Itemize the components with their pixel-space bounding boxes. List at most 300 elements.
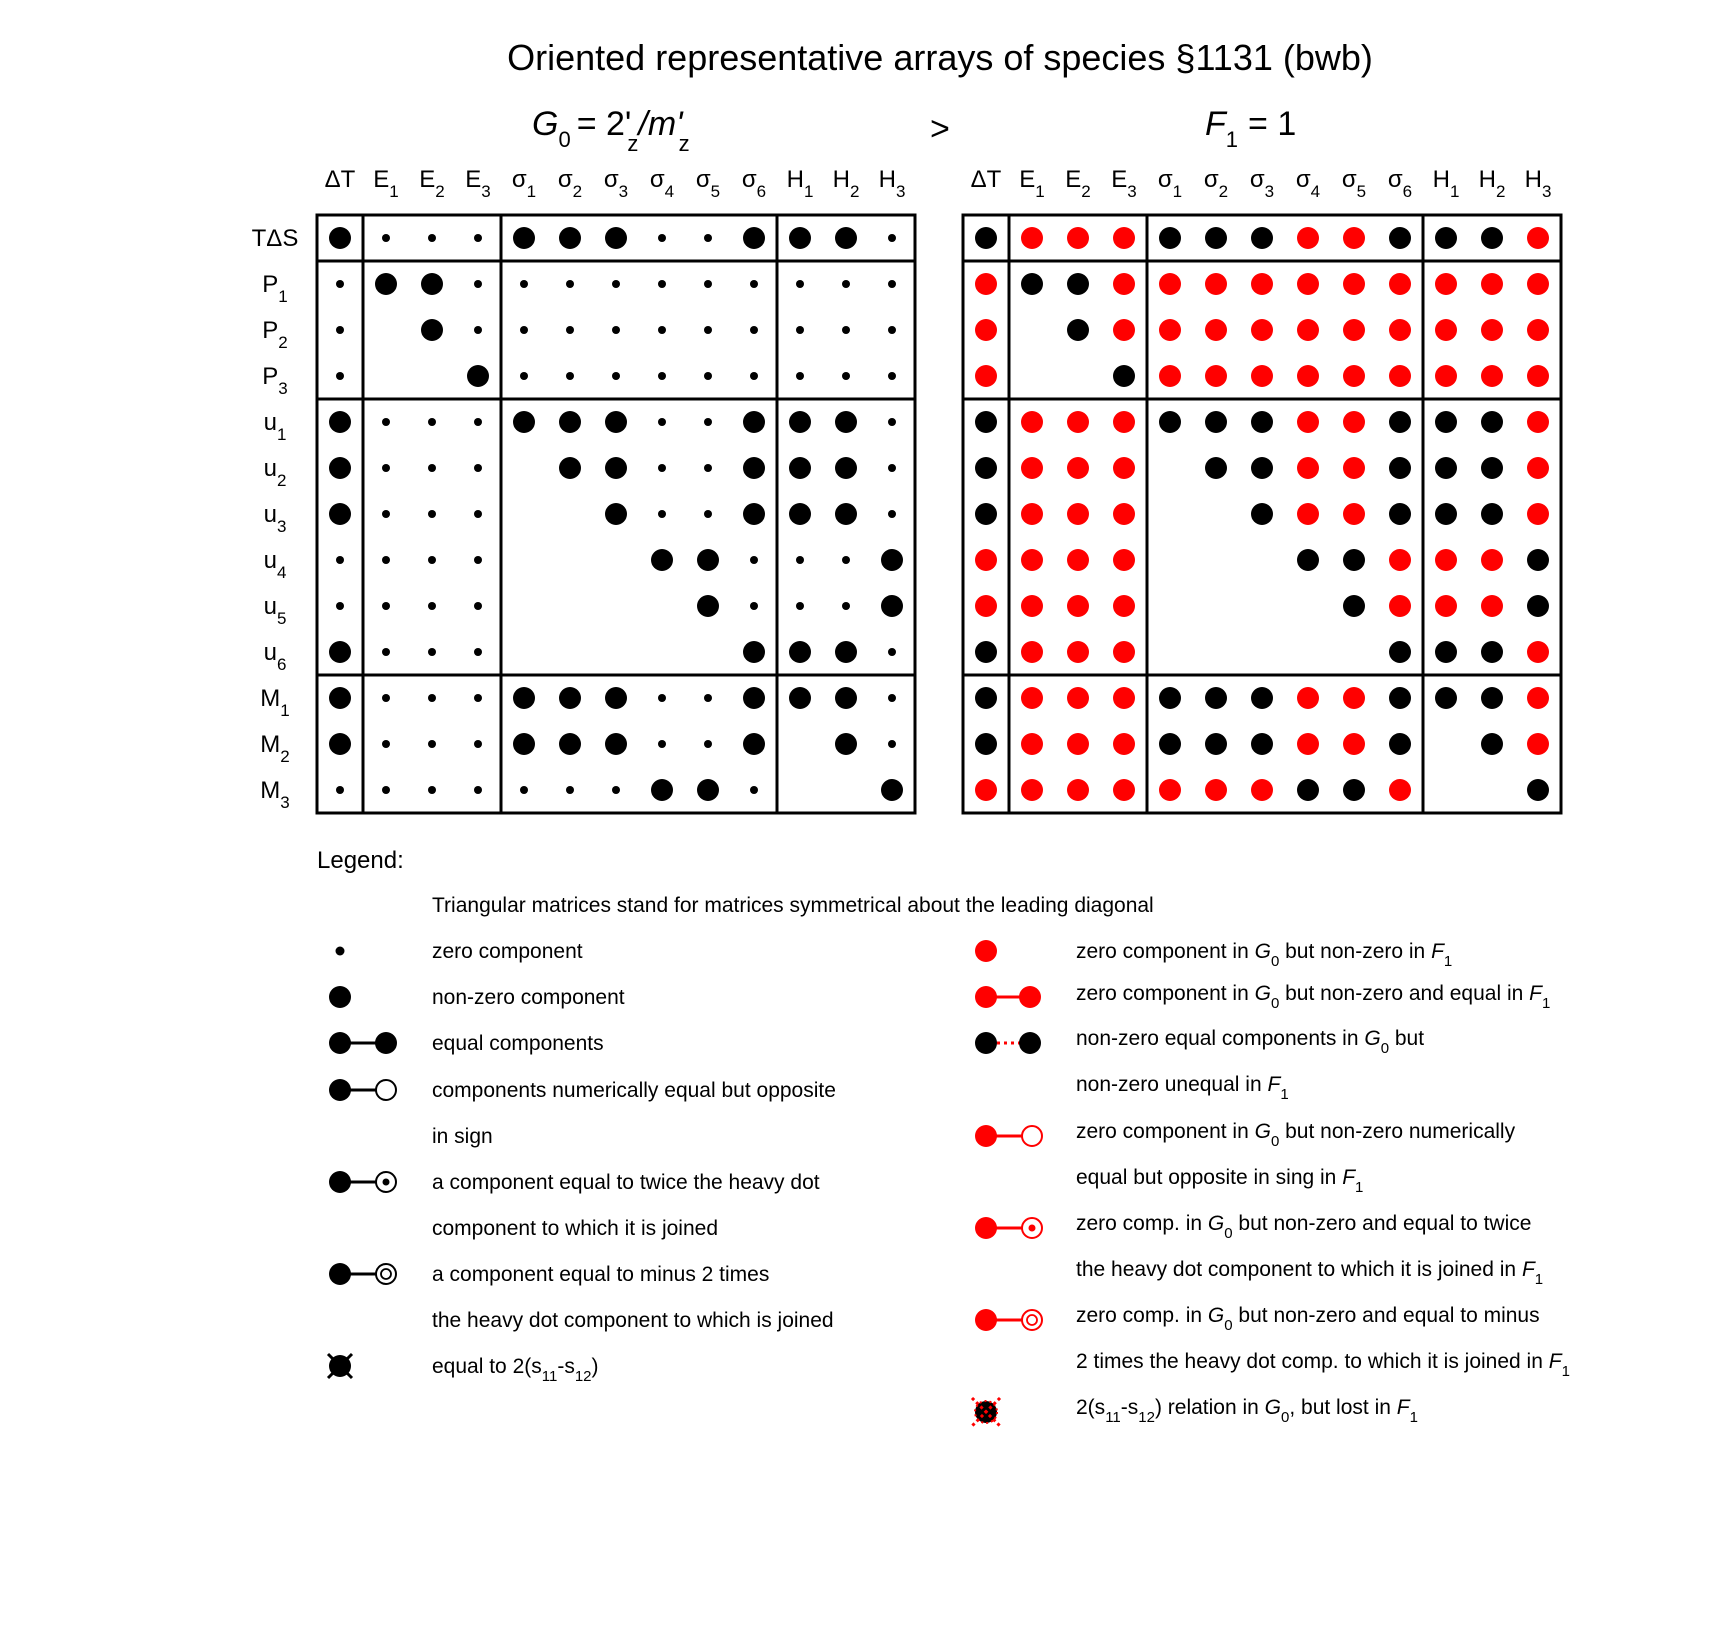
left-column-header-sub: 1 <box>803 182 814 201</box>
right-red-component-dot <box>1343 365 1365 387</box>
left-zero-component-dot <box>750 786 758 794</box>
legend-opposite-symbol <box>329 1079 396 1101</box>
right-nonzero-component-dot <box>1251 687 1273 709</box>
right-red-component-dot <box>1343 273 1365 295</box>
right-red-component-dot <box>1067 779 1089 801</box>
left-nonzero-component-dot <box>697 595 719 617</box>
left-column-header-sub: 1 <box>526 182 537 201</box>
left-zero-component-dot <box>566 280 574 288</box>
right-red-component-dot <box>1343 503 1365 525</box>
left-zero-component-dot <box>658 326 666 334</box>
right-column-header-sub: 2 <box>1081 182 1091 201</box>
right-column-header-base: E <box>1111 166 1128 193</box>
left-red-component-dot <box>329 687 351 709</box>
left-zero-component-dot <box>428 602 436 610</box>
right-red-component-dot <box>1389 319 1411 341</box>
left-zero-component-dot <box>382 694 390 702</box>
left-zero-component-dot <box>888 740 896 748</box>
left-nonzero-component-dot <box>605 503 627 525</box>
right-red-component-dot <box>1435 273 1457 295</box>
right-nonzero-component-dot <box>975 641 997 663</box>
right-red-component-dot <box>1389 549 1411 571</box>
right-red-component-dot <box>1527 365 1549 387</box>
row-header-sub: 1 <box>278 287 288 306</box>
right-red-component-dot <box>1113 641 1135 663</box>
left-column-header-sub: 5 <box>710 182 721 201</box>
left-zero-component-dot <box>704 326 712 334</box>
left-red-component-dot <box>329 227 351 249</box>
right-column-header-sub: 4 <box>1310 182 1321 201</box>
left-nonzero-component-dot <box>559 227 581 249</box>
right-red-component-dot <box>1527 457 1549 479</box>
right-nonzero-component-dot <box>1435 641 1457 663</box>
right-column-header-base: E <box>1065 166 1082 193</box>
left-zero-component-dot <box>704 464 712 472</box>
right-red-component-dot <box>1251 365 1273 387</box>
right-column-header <box>1525 166 1552 201</box>
comparator-symbol: > <box>930 110 950 148</box>
legend-red-opposite-label-2: equal but opposite in sing in $F_1$ <box>1076 1166 1364 1196</box>
left-zero-component-dot <box>750 280 758 288</box>
right-column-header-base: σ <box>1387 166 1403 193</box>
left-zero-component-dot <box>428 740 436 748</box>
right-red-component-dot <box>1159 319 1181 341</box>
left-zero-component-dot <box>888 234 896 242</box>
left-zero-component-dot <box>336 602 344 610</box>
left-zero-component-dot <box>612 372 620 380</box>
right-nonzero-component-dot <box>975 733 997 755</box>
left-zero-component-dot <box>658 418 666 426</box>
right-red-component-dot <box>1297 733 1319 755</box>
right-column-header-sub: 1 <box>1449 182 1460 201</box>
left-nonzero-component-dot <box>559 733 581 755</box>
left-zero-component-dot <box>704 280 712 288</box>
left-zero-component-dot <box>750 602 758 610</box>
left-zero-component-dot <box>520 280 528 288</box>
left-nonzero-component-dot <box>605 457 627 479</box>
right-nonzero-component-dot <box>1435 457 1457 479</box>
right-nonzero-component-dot <box>1343 779 1365 801</box>
left-zero-component-dot <box>566 372 574 380</box>
left-column-header-base: E <box>419 166 436 193</box>
legend-red-opposite-label-1: zero component in $G_0$ but non-zero numerically <box>1076 1120 1516 1150</box>
right-nonzero-component-dot <box>1205 457 1227 479</box>
right-red-component-dot <box>1113 687 1135 709</box>
left-nonzero-component-dot <box>605 411 627 433</box>
right-nonzero-component-dot <box>1205 733 1227 755</box>
left-column-header <box>325 166 356 193</box>
row-header-base: u <box>263 547 277 574</box>
row-header <box>264 455 287 490</box>
left-column-header <box>512 166 536 201</box>
right-column-header-sub: 2 <box>1218 182 1229 201</box>
right-red-component-dot <box>1389 365 1411 387</box>
left-nonzero-component-dot <box>881 549 903 571</box>
right-column-header-sub: 3 <box>1541 182 1552 201</box>
left-nonzero-component-dot <box>789 411 811 433</box>
right-nonzero-component-dot <box>1205 411 1227 433</box>
left-zero-component-dot <box>888 648 896 656</box>
left-zero-component-dot <box>704 694 712 702</box>
right-nonzero-component-dot <box>1067 273 1089 295</box>
left-zero-component-dot <box>612 786 620 794</box>
right-nonzero-component-dot <box>1343 595 1365 617</box>
right-column-header-base: H <box>1432 166 1450 193</box>
left-zero-component-dot <box>566 786 574 794</box>
right-red-component-dot <box>1481 273 1503 295</box>
right-red-component-dot <box>1297 687 1319 709</box>
right-nonzero-component-dot <box>1389 227 1411 249</box>
right-red-component-dot <box>1343 227 1365 249</box>
right-column-header <box>1158 166 1182 201</box>
legend-red-minus2-label-2: 2 times the heavy dot comp. to which it is joined in $F_1$ <box>1076 1350 1570 1380</box>
right-nonzero-component-dot <box>1389 687 1411 709</box>
left-zero-component-dot <box>474 464 482 472</box>
left-zero-component-dot <box>428 556 436 564</box>
legend-red-zero-label: zero component in $G_0$ but non-zero in $F_1$ <box>1076 940 1453 970</box>
left-zero-component-dot <box>796 280 804 288</box>
right-nonzero-component-dot <box>1343 549 1365 571</box>
legend-red-minus2-symbol <box>975 1309 1042 1331</box>
right-nonzero-component-dot <box>1435 227 1457 249</box>
left-zero-component-dot <box>796 602 804 610</box>
left-zero-component-dot <box>796 326 804 334</box>
right-red-component-dot <box>1113 733 1135 755</box>
right-red-component-dot <box>1021 411 1043 433</box>
legend-twice-label-2: component to which it is joined <box>432 1217 718 1240</box>
left-nonzero-component-dot <box>789 227 811 249</box>
left-zero-component-dot <box>842 326 850 334</box>
right-red-component-dot <box>1343 319 1365 341</box>
left-column-header-sub: 3 <box>481 182 491 201</box>
row-header <box>252 225 299 252</box>
left-zero-component-dot <box>428 694 436 702</box>
right-nonzero-component-dot <box>1251 227 1273 249</box>
left-zero-component-dot <box>796 372 804 380</box>
legend-red-equal-label: zero component in $G_0$ but non-zero and equal in $F_1$ <box>1076 982 1551 1012</box>
left-zero-component-dot <box>336 326 344 334</box>
left-red-component-dot <box>329 641 351 663</box>
left-zero-component-dot <box>658 464 666 472</box>
right-red-component-dot <box>1067 227 1089 249</box>
left-nonzero-component-dot <box>513 733 535 755</box>
row-header-sub: 1 <box>276 425 287 444</box>
right-red-component-dot <box>1205 779 1227 801</box>
row-header-sub: 6 <box>276 655 287 674</box>
left-column-header-sub: 1 <box>389 182 399 201</box>
right-nonzero-component-dot <box>1205 227 1227 249</box>
row-header <box>260 685 289 720</box>
left-zero-component-dot <box>474 418 482 426</box>
right-red-component-dot <box>975 779 997 801</box>
left-column-header <box>879 166 906 201</box>
left-nonzero-component-dot <box>835 411 857 433</box>
right-column-header-base: H <box>1478 166 1496 193</box>
right-nonzero-component-dot <box>1389 457 1411 479</box>
left-column-header <box>833 166 860 201</box>
left-column-header-sub: 3 <box>895 182 906 201</box>
row-header <box>264 547 287 582</box>
left-column-header-base: E <box>373 166 390 193</box>
left-zero-component-dot <box>474 234 482 242</box>
left-zero-component-dot <box>336 280 344 288</box>
row-header-base: P <box>262 317 279 344</box>
left-column-header-sub: 2 <box>849 182 860 201</box>
right-nonzero-component-dot <box>1389 641 1411 663</box>
right-red-component-dot <box>1205 365 1227 387</box>
left-column-header-sub: 6 <box>756 182 767 201</box>
left-column-header-base: σ <box>557 166 573 193</box>
right-red-component-dot <box>1021 227 1043 249</box>
left-matrix-g0 <box>252 166 915 813</box>
left-zero-component-dot <box>382 602 390 610</box>
right-red-component-dot <box>1021 779 1043 801</box>
legend-red-twice-label-1: zero comp. in $G_0$ but non-zero and equal to twice <box>1076 1212 1532 1242</box>
left-zero-component-dot <box>336 556 344 564</box>
right-red-component-dot <box>1389 595 1411 617</box>
right-nonzero-component-dot <box>975 457 997 479</box>
row-header <box>264 639 287 674</box>
right-nonzero-component-dot <box>1251 411 1273 433</box>
right-red-component-dot <box>1067 595 1089 617</box>
right-red-component-dot <box>1021 549 1043 571</box>
right-red-component-dot <box>1067 457 1089 479</box>
left-nonzero-component-dot <box>835 503 857 525</box>
left-zero-component-dot <box>750 556 758 564</box>
row-header-sub: 3 <box>278 379 288 398</box>
left-nonzero-component-dot <box>513 687 535 709</box>
right-column-header-base: σ <box>1203 166 1219 193</box>
left-zero-component-dot <box>520 786 528 794</box>
right-red-component-dot <box>975 319 997 341</box>
right-column-header <box>1342 166 1366 201</box>
left-nonzero-component-dot <box>743 411 765 433</box>
left-column-header-base: σ <box>741 166 757 193</box>
legend-equal-symbol <box>329 1032 397 1054</box>
row-header <box>262 363 287 398</box>
left-column-header-sub: 2 <box>435 182 445 201</box>
legend-opposite-label-2: in sign <box>432 1125 493 1148</box>
left-column-header <box>373 166 398 201</box>
left-zero-component-dot <box>888 280 896 288</box>
legend-s-relation-lost-label: $2(s_{11}-s_{12})$ relation in $G_0$, but lost in $F_1$ <box>1076 1396 1418 1426</box>
left-red-component-dot <box>329 503 351 525</box>
row-header-sub: 2 <box>278 333 288 352</box>
right-red-component-dot <box>1113 273 1135 295</box>
row-header-base: u <box>263 455 277 482</box>
row-header-base: u <box>263 593 277 620</box>
left-zero-component-dot <box>474 326 482 334</box>
legend-s-relation-lost-symbol <box>972 1398 1000 1426</box>
left-nonzero-component-dot <box>789 641 811 663</box>
legend-title: Legend: <box>317 847 404 874</box>
right-red-component-dot <box>1113 595 1135 617</box>
right-red-component-dot <box>1343 457 1365 479</box>
right-red-component-dot <box>1113 779 1135 801</box>
legend-s-relation-label: equal to $2(s_{11}-s_{12})$ <box>432 1355 599 1385</box>
row-header-sub: 4 <box>276 563 287 582</box>
right-column-header <box>971 166 1002 193</box>
right-red-component-dot <box>975 365 997 387</box>
left-column-header <box>650 166 674 201</box>
left-red-component-dot <box>421 319 443 341</box>
left-red-component-dot <box>329 457 351 479</box>
row-header-sub: 3 <box>280 793 290 812</box>
legend-red-equal-symbol <box>975 986 1041 1008</box>
right-red-component-dot <box>1297 319 1319 341</box>
right-nonzero-component-dot <box>1435 687 1457 709</box>
right-red-component-dot <box>1021 503 1043 525</box>
right-nonzero-component-dot <box>1251 733 1273 755</box>
left-zero-component-dot <box>382 510 390 518</box>
left-nonzero-component-dot <box>559 457 581 479</box>
left-zero-component-dot <box>474 694 482 702</box>
right-red-component-dot <box>1389 779 1411 801</box>
left-column-header <box>696 166 720 201</box>
left-nonzero-component-dot <box>789 457 811 479</box>
right-red-component-dot <box>1297 503 1319 525</box>
left-nonzero-component-dot <box>743 227 765 249</box>
legend-unequal-label-1: non-zero equal components in $G_0$ but <box>1076 1027 1425 1057</box>
left-column-header <box>558 166 582 201</box>
right-red-component-dot <box>1481 319 1503 341</box>
left-nonzero-component-dot <box>743 733 765 755</box>
legend-unequal-symbol <box>975 1032 1041 1054</box>
right-column-header-base: σ <box>1295 166 1311 193</box>
right-red-component-dot <box>1205 319 1227 341</box>
right-nonzero-component-dot <box>1481 411 1503 433</box>
left-column-header <box>742 166 766 201</box>
right-red-component-dot <box>1527 641 1549 663</box>
left-column-header-base: σ <box>511 166 527 193</box>
right-red-component-dot <box>1113 227 1135 249</box>
right-column-header-sub: 1 <box>1035 182 1045 201</box>
right-red-component-dot <box>1343 411 1365 433</box>
right-red-component-dot <box>975 549 997 571</box>
right-nonzero-component-dot <box>975 687 997 709</box>
row-header <box>264 409 287 444</box>
left-nonzero-component-dot <box>835 733 857 755</box>
right-column-header <box>1296 166 1320 201</box>
left-column-header-base: σ <box>649 166 665 193</box>
legend-zero-label: zero component <box>432 940 583 963</box>
right-nonzero-component-dot <box>1435 503 1457 525</box>
right-red-component-dot <box>1113 411 1135 433</box>
right-matrix-f1 <box>963 166 1561 813</box>
left-nonzero-component-dot <box>559 687 581 709</box>
right-red-component-dot <box>1067 641 1089 663</box>
left-zero-component-dot <box>888 326 896 334</box>
left-column-header-base: H <box>878 166 896 193</box>
left-zero-component-dot <box>520 326 528 334</box>
left-column-header <box>465 166 490 201</box>
left-zero-component-dot <box>474 510 482 518</box>
right-red-component-dot <box>1481 365 1503 387</box>
left-zero-component-dot <box>336 372 344 380</box>
left-zero-component-dot <box>428 510 436 518</box>
left-nonzero-component-dot <box>697 779 719 801</box>
left-zero-component-dot <box>382 418 390 426</box>
left-zero-component-dot <box>888 372 896 380</box>
row-header <box>260 731 289 766</box>
right-nonzero-component-dot <box>1481 227 1503 249</box>
left-nonzero-component-dot <box>743 687 765 709</box>
left-zero-component-dot <box>888 694 896 702</box>
left-zero-component-dot <box>428 648 436 656</box>
right-nonzero-component-dot <box>1021 273 1043 295</box>
left-nonzero-component-dot <box>605 687 627 709</box>
legend-equal-label: equal components <box>432 1032 604 1055</box>
left-red-component-dot <box>467 365 489 387</box>
right-nonzero-component-dot <box>1527 779 1549 801</box>
left-zero-component-dot <box>888 418 896 426</box>
left-zero-component-dot <box>474 602 482 610</box>
right-nonzero-component-dot <box>1067 319 1089 341</box>
left-zero-component-dot <box>382 648 390 656</box>
right-red-component-dot <box>1527 687 1549 709</box>
legend-twice-label-1: a component equal to twice the heavy dot <box>432 1171 820 1194</box>
left-nonzero-component-dot <box>835 457 857 479</box>
row-header <box>264 593 287 628</box>
left-zero-component-dot <box>428 464 436 472</box>
right-red-component-dot <box>1527 227 1549 249</box>
legend-minus2-label-2: the heavy dot component to which is joined <box>432 1309 834 1332</box>
right-red-component-dot <box>1067 549 1089 571</box>
left-column-header <box>419 166 444 201</box>
right-red-component-dot <box>1527 319 1549 341</box>
right-red-component-dot <box>1527 273 1549 295</box>
right-red-component-dot <box>975 595 997 617</box>
right-nonzero-component-dot <box>1297 779 1319 801</box>
legend-red-opposite-symbol <box>975 1125 1042 1147</box>
legend-unequal-label-2: non-zero unequal in $F_1$ <box>1076 1073 1289 1103</box>
left-zero-component-dot <box>382 556 390 564</box>
left-red-component-dot <box>329 733 351 755</box>
left-nonzero-component-dot <box>513 227 535 249</box>
right-column-header-sub: 2 <box>1495 182 1506 201</box>
left-zero-component-dot <box>888 510 896 518</box>
right-red-component-dot <box>1159 273 1181 295</box>
right-red-component-dot <box>1067 733 1089 755</box>
right-nonzero-component-dot <box>1481 641 1503 663</box>
right-red-component-dot <box>1435 595 1457 617</box>
right-nonzero-component-dot <box>1389 733 1411 755</box>
right-nonzero-component-dot <box>1389 503 1411 525</box>
left-zero-component-dot <box>428 234 436 242</box>
right-red-component-dot <box>1021 641 1043 663</box>
left-column-header-base: σ <box>695 166 711 193</box>
right-red-component-dot <box>1021 457 1043 479</box>
left-zero-component-dot <box>612 280 620 288</box>
right-red-component-dot <box>1067 503 1089 525</box>
left-zero-component-dot <box>658 510 666 518</box>
right-column-header <box>1204 166 1228 201</box>
left-red-component-dot <box>421 273 443 295</box>
legend-nonzero-label: non-zero component <box>432 986 625 1009</box>
left-zero-component-dot <box>566 326 574 334</box>
right-nonzero-component-dot <box>975 503 997 525</box>
left-nonzero-component-dot <box>513 411 535 433</box>
left-nonzero-component-dot <box>881 595 903 617</box>
right-nonzero-component-dot <box>975 411 997 433</box>
right-red-component-dot <box>1297 273 1319 295</box>
left-nonzero-component-dot <box>605 733 627 755</box>
right-column-header-base: E <box>1019 166 1036 193</box>
left-zero-component-dot <box>382 234 390 242</box>
right-red-component-dot <box>1435 365 1457 387</box>
left-zero-component-dot <box>474 786 482 794</box>
row-header-base: M <box>260 685 281 712</box>
